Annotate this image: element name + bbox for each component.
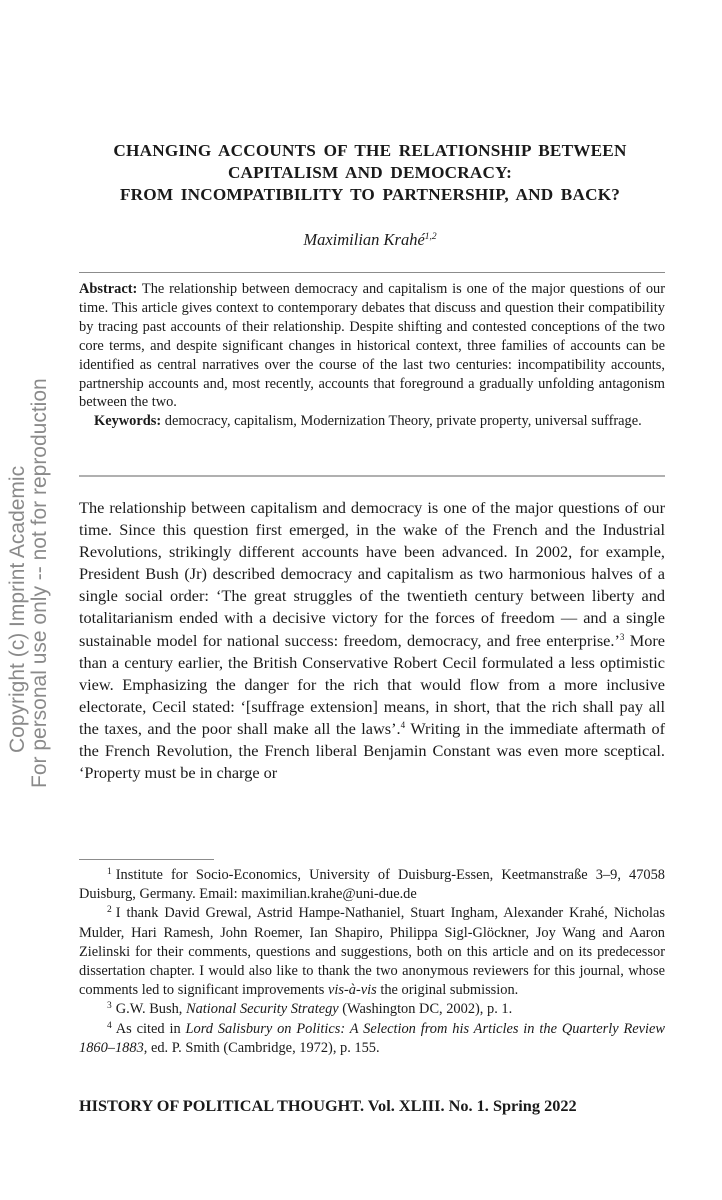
footnote-text: the original submission. xyxy=(376,982,519,999)
body-paragraph xyxy=(79,497,665,784)
abstract-block xyxy=(79,280,665,431)
keywords-label: Keywords: xyxy=(94,413,162,430)
body-text-segment: Writing in the immediate aftermath of the French Revolution, the French liberal Benjamin Constant was even more sceptical. ‘Property must be in charge or xyxy=(79,718,666,783)
copyright-watermark xyxy=(0,0,60,1200)
journal-footer: HISTORY OF POLITICAL THOUGHT. Vol. XLIII. No. 1. Spring 2022 xyxy=(79,1096,577,1115)
abstract-paragraph xyxy=(79,280,665,412)
footnote-text: I thank David Grewal, Astrid Hampe-Nathaniel, Stuart Ingham, Alexander Krahé, Nicholas Mulder, Hari Ramesh, John Roemer, Ian Shapiro, Philippa Sigl-Glöckner, Joy Wang and Aaron Zielinski for their comments, questions and suggestions, both on this article and on its predecessor dissertation chapter. I would also like to thank the two anonymous reviewers for this journal, whose comments led to significant improvements xyxy=(79,905,665,999)
footnote-number: 2 xyxy=(107,905,112,916)
footnote-text: As cited in xyxy=(115,1020,186,1037)
footnote-text: (Washington DC, 2002), p. 1. xyxy=(338,1001,513,1018)
body-text xyxy=(79,497,665,784)
footnote-italic: National Security Strategy xyxy=(185,1001,339,1018)
keywords-paragraph xyxy=(79,412,665,431)
footnotes xyxy=(79,866,665,1058)
watermark-usage-line: For personal use only -- not for reproduction xyxy=(28,378,51,788)
author-footnote-marks: 1,2 xyxy=(424,232,437,242)
footnote-text: Institute for Socio-Economics, University of Duisburg-Essen, Keetmanstraße 3–9, 47058 Duisburg, Germany. Email: maximilian.krahe@uni-due.de xyxy=(79,867,665,903)
abstract-bottom-rule xyxy=(79,475,665,477)
footnote-text: , ed. P. Smith (Cambridge, 1972), p. 155. xyxy=(143,1039,380,1056)
keywords-text: democracy, capitalism, Modernization Theory, private property, universal suffrage. xyxy=(161,413,642,430)
watermark-copyright-line: Copyright (c) Imprint Academic xyxy=(6,465,29,753)
footnote-1 xyxy=(79,866,665,904)
title-line: CHANGING ACCOUNTS OF THE RELATIONSHIP BETWEEN xyxy=(113,141,627,160)
body-text-segment: The relationship between capitalism and democracy is one of the major questions of our time. Since this question first emerged, in the wake of the French and the Industrial Revolutions, strikingly different accounts have been advanced. In 2002, for example, President Bush (Jr) described democracy and capitalism as two harmonious halves of a single social order: ‘The great struggles of the twentieth century between liberty and totalitarianism ended with a decisive victory for the forces of freedom — and a single sustainable model for national success: freedom, democracy, and free enterprise.’ xyxy=(79,498,665,650)
footnote-ref-3[interactable]: 3 xyxy=(619,631,625,642)
footnote-ref-4[interactable]: 4 xyxy=(400,719,406,730)
footnote-number: 4 xyxy=(107,1020,112,1031)
title-line: FROM INCOMPATIBILITY TO PARTNERSHIP, AND BACK? xyxy=(119,185,621,204)
footnote-4 xyxy=(79,1020,665,1058)
body-text-segment: More than a century earlier, the British Conservative Robert Cecil formulated a less optimistic view. Emphasizing the danger for the rich that would flow from a more inclusive electorate, Cecil stated: ‘[suffrage extension] means, in short, that the rich shall pay all the taxes, and the poor shall make all the laws’. xyxy=(79,630,665,738)
footnote-text: G.W. Bush, xyxy=(115,1001,186,1018)
article-title xyxy=(60,140,680,206)
title-line: CAPITALISM AND DEMOCRACY: xyxy=(227,163,513,182)
footnote-italic: Lord Salisbury on Politics: A Selection from his Articles in the Quarterly Review 1860–1883 xyxy=(79,1020,665,1056)
footnote-2 xyxy=(79,904,665,1000)
abstract-label: Abstract: xyxy=(79,281,138,297)
abstract-text: The relationship between democracy and capitalism is one of the major questions of our time. This article gives context to contemporary debates that discuss and question their compatibility by tracing past accounts of their relationship. Despite shifting and contested conceptions of the two core terms, and despite significant changes in historical context, three families of accounts can be identified as central narratives over the course of the last two centuries: incompatibility accounts, partnership accounts and, most recently, accounts that foreground a gradually unfolding antagonism between the two. xyxy=(79,281,665,411)
footnote-separator xyxy=(79,859,214,860)
author-byline xyxy=(60,230,680,250)
footnote-italic: vis-à-vis xyxy=(328,982,377,999)
abstract-top-rule xyxy=(79,272,665,273)
footnote-3 xyxy=(79,1000,665,1019)
footnote-number: 3 xyxy=(107,1001,112,1012)
author-name: Maximilian Krahé xyxy=(303,230,425,249)
footnote-number: 1 xyxy=(107,867,112,877)
